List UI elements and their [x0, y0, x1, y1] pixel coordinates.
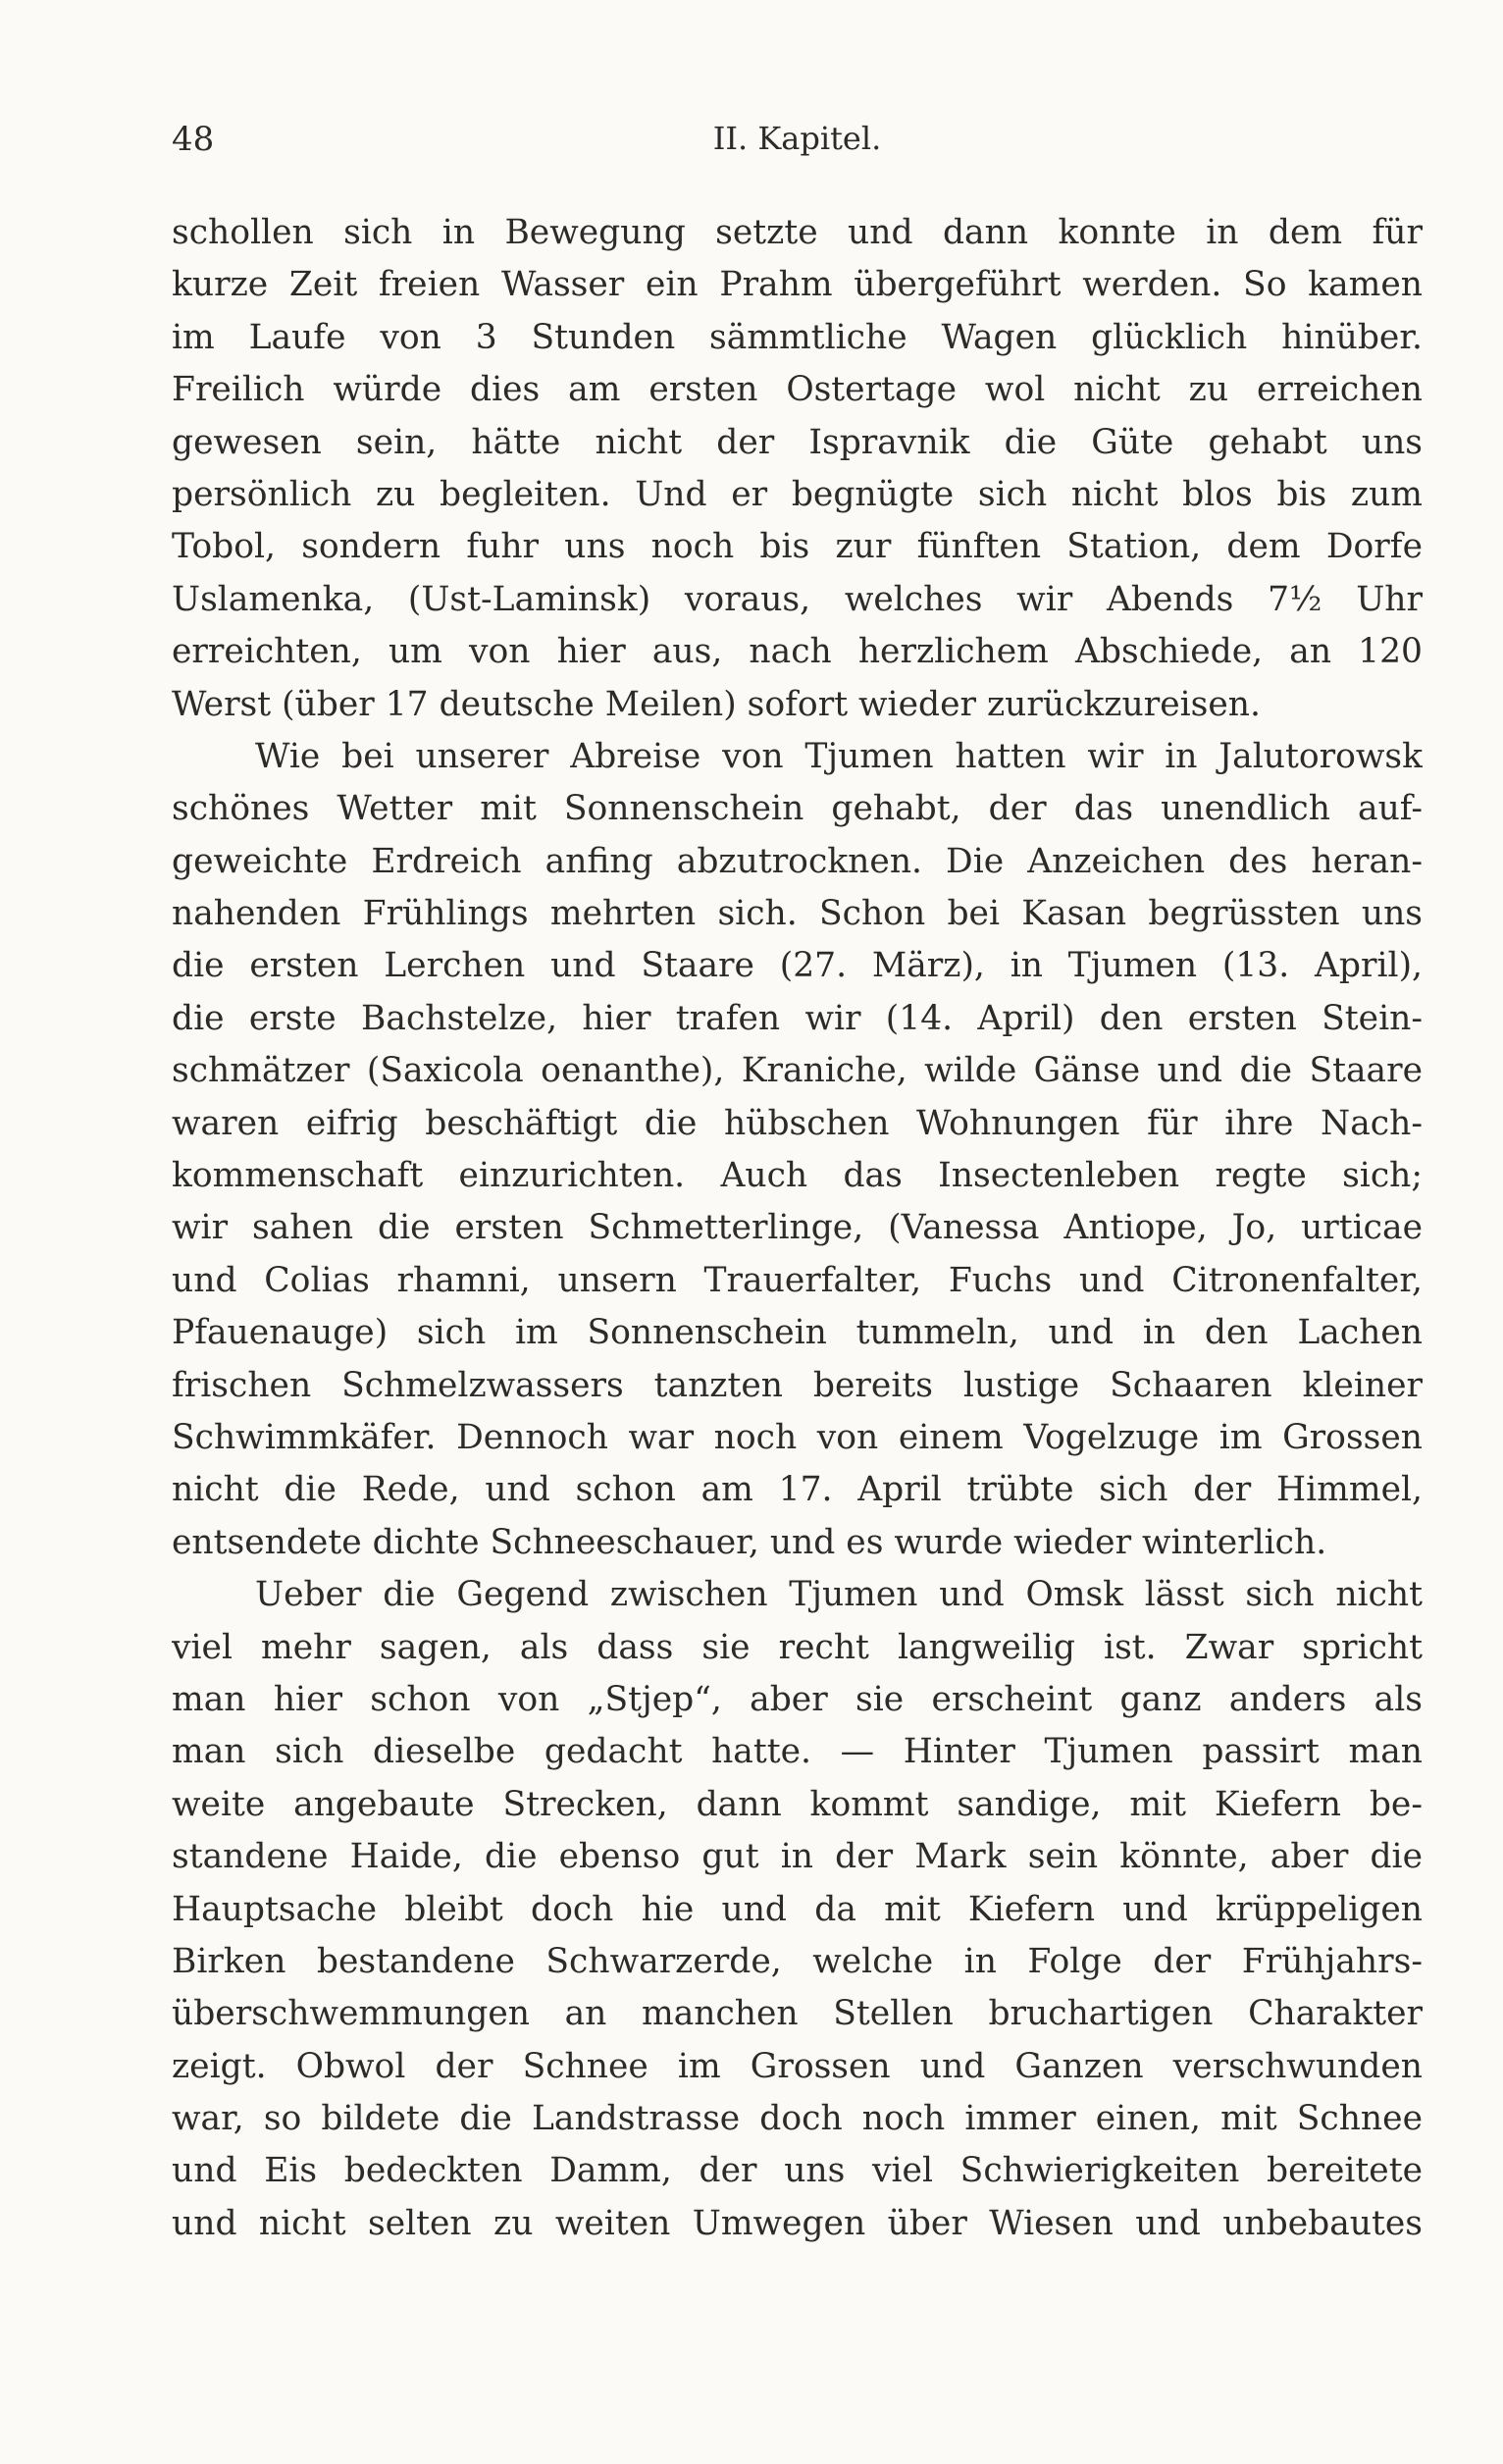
text-line: zeigt. Obwol der Schnee im Grossen und Ganzen verschwunden [172, 2046, 1423, 2086]
text-line: standene Haide, die ebenso gut in der Mark sein könnte, aber die [172, 1837, 1423, 1877]
text-line: geweichte Erdreich anfing abzutrocknen. Die Anzeichen des heran- [172, 841, 1423, 881]
text-line: Birken bestandene Schwarzerde, welche in Folge der Frühjahrs- [172, 1941, 1423, 1981]
text-line: entsendete dichte Schneeschauer, und es wurde wieder winterlich. [172, 1522, 1327, 1562]
body-text [172, 207, 1423, 2250]
text-line: schmätzer (Saxicola oenanthe), Kraniche, wilde Gänse und die Staare [172, 1051, 1423, 1091]
text-line: schönes Wetter mit Sonnenschein gehabt, der das unendlich auf- [172, 789, 1423, 829]
text-line: weite angebaute Strecken, dann kommt sandige, mit Kiefern be- [172, 1784, 1423, 1824]
text-line: war, so bildete die Landstrasse doch noch immer einen, mit Schnee [172, 2099, 1423, 2139]
text-line: nicht die Rede, und schon am 17. April trübte sich der Himmel, [172, 1470, 1423, 1510]
text-line: und Eis bedeckten Damm, der uns viel Schwierigkeiten bereitete [172, 2151, 1423, 2191]
text-line: kommenschaft einzurichten. Auch das Insectenleben regte sich; [172, 1156, 1423, 1196]
text-line: persönlich zu begleiten. Und er begnügte sich nicht blos bis zum [172, 474, 1423, 514]
text-line: schollen sich in Bewegung setzte und dann konnte in dem für [172, 213, 1423, 252]
text-line: und Colias rhamni, unsern Trauerfalter, Fuchs und Citronenfalter, [172, 1260, 1423, 1300]
text-line: nahenden Frühlings mehrten sich. Schon bei Kasan begrüssten uns [172, 894, 1423, 934]
text-line: man hier schon von „Stjep“, aber sie erscheint ganz anders als [172, 1679, 1423, 1719]
text-line: die ersten Lerchen und Staare (27. März), in Tjumen (13. April), [172, 946, 1423, 986]
text-line: und nicht selten zu weiten Umwegen über Wiesen und unbebautes [172, 2203, 1423, 2243]
text-line: erreichten, um von hier aus, nach herzlichem Abschiede, an 120 [172, 632, 1423, 672]
text-line: die erste Bachstelze, hier trafen wir (14. April) den ersten Stein- [172, 998, 1423, 1038]
text-line: waren eifrig beschäftigt die hübschen Wohnungen für ihre Nach- [172, 1103, 1423, 1143]
text-line: frischen Schmelzwassers tanzten bereits lustige Schaaren kleiner [172, 1365, 1423, 1405]
page-number: 48 [172, 120, 215, 159]
text-line: Freilich würde dies am ersten Ostertage wol nicht zu erreichen [172, 370, 1423, 410]
text-line: Werst (über 17 deutsche Meilen) sofort wieder zurückzureisen. [172, 684, 1261, 724]
text-line: im Laufe von 3 Stunden sämmtliche Wagen glücklich hinüber. [172, 317, 1423, 357]
text-line: man sich dieselbe gedacht hatte. — Hinter Tjumen passirt man [172, 1732, 1423, 1772]
text-line: Hauptsache bleibt doch hie und da mit Kiefern und krüppeligen [172, 1889, 1423, 1929]
text-line: Schwimmkäfer. Dennoch war noch von einem Vogelzuge im Grossen [172, 1417, 1423, 1457]
text-line: Uslamenka, (Ust-Laminsk) voraus, welches wir Abends 7½ Uhr [172, 579, 1423, 619]
text-line: Wie bei unserer Abreise von Tjumen hatten wir in Jalutorowsk [255, 736, 1423, 776]
text-line: wir sahen die ersten Schmetterlinge, (Vanessa Antiope, Jo, urticae [172, 1208, 1423, 1248]
text-line: Tobol, sondern fuhr uns noch bis zur fünften Station, dem Dorfe [172, 527, 1423, 567]
text-line: überschwemmungen an manchen Stellen bruchartigen Charakter [172, 1994, 1423, 2034]
text-line: Pfauenauge) sich im Sonnenschein tummeln, und in den Lachen [172, 1313, 1423, 1353]
running-head: II. Kapitel. [712, 120, 882, 157]
page-header [172, 120, 1423, 169]
text-line: Ueber die Gegend zwischen Tjumen und Omsk lässt sich nicht [255, 1575, 1423, 1615]
text-line: gewesen sein, hätte nicht der Ispravnik die Güte gehabt uns [172, 422, 1423, 462]
text-line: kurze Zeit freien Wasser ein Prahm übergeführt werden. So kamen [172, 265, 1423, 305]
text-line: viel mehr sagen, als dass sie recht langweilig ist. Zwar spricht [172, 1627, 1423, 1667]
